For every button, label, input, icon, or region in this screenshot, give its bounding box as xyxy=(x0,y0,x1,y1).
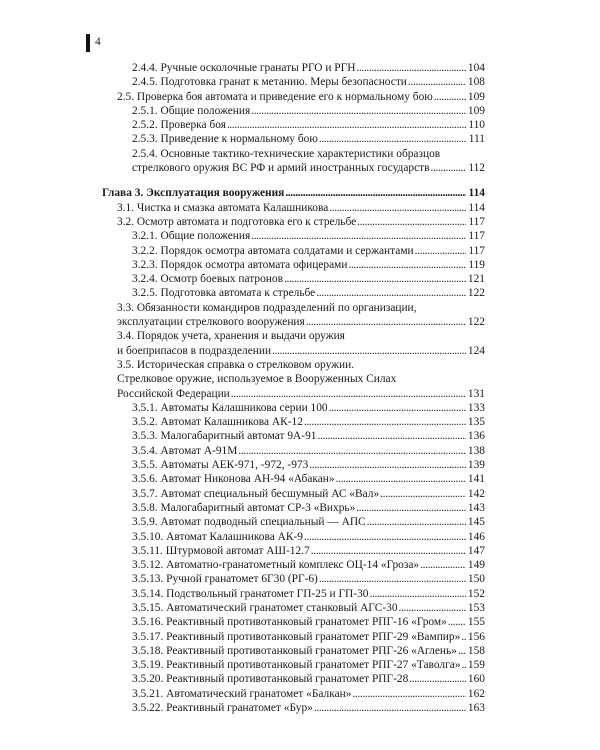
toc-entry-page: 114 xyxy=(468,201,485,214)
toc-entry-title: 3.5.8. Малогабаритный автомат СР-3 «Вихрь» xyxy=(132,501,356,514)
toc-entry-page: 139 xyxy=(467,459,485,472)
toc-entry-title: 3.1. Чистка и смазка автомата Калашникова xyxy=(117,201,329,214)
dot-leader xyxy=(306,315,466,329)
toc-entry-page: 117 xyxy=(468,244,485,257)
dot-leader xyxy=(461,630,466,644)
toc-entry[interactable] xyxy=(102,615,485,629)
toc-entry[interactable] xyxy=(102,329,485,358)
dot-leader xyxy=(304,530,466,544)
toc-entry[interactable] xyxy=(102,429,485,443)
dot-leader xyxy=(415,244,466,258)
toc-entry[interactable] xyxy=(102,601,485,615)
toc-entry-title: 3.2.4. Осмотр боевых патронов xyxy=(132,273,283,286)
toc-entry[interactable] xyxy=(102,501,485,515)
toc-entry-title: 2.4.5. Подготовка гранат к метанию. Меры безопасности xyxy=(132,76,407,89)
dot-leader xyxy=(409,672,466,686)
toc-entry[interactable] xyxy=(102,272,485,286)
toc-entry-title: 3.5.6. Автомат Никонова АН-94 «Абакан» xyxy=(132,473,335,486)
toc-entry-page: 114 xyxy=(468,187,485,200)
toc-entry[interactable] xyxy=(102,672,485,686)
toc-entry-page: 153 xyxy=(467,601,485,614)
toc-entry-page: 143 xyxy=(467,501,485,514)
toc-entry-page: 145 xyxy=(467,516,485,529)
toc-entry-page: 109 xyxy=(467,104,485,117)
toc-entry[interactable] xyxy=(102,572,485,586)
dot-leader xyxy=(319,132,466,146)
toc-entry-page: 146 xyxy=(467,530,485,543)
toc-entry-page: 131 xyxy=(467,387,485,400)
toc-entry-title: 3.2.5. Подготовка автомата к стрельбе xyxy=(132,287,316,300)
dot-leader xyxy=(316,286,466,300)
toc-entry[interactable] xyxy=(102,61,485,75)
toc-entry[interactable] xyxy=(102,90,485,104)
toc-entry-title: 3.5.9. Автомат подводный специальный — АПС xyxy=(132,516,366,529)
toc-entry-title: 2.5.3. Приведение к нормальному бою xyxy=(132,133,318,146)
toc-entry[interactable] xyxy=(102,630,485,644)
toc-entry[interactable] xyxy=(102,487,485,501)
toc-entry-page: 122 xyxy=(467,287,485,300)
toc-entry-page: 135 xyxy=(467,416,485,429)
toc-entry[interactable] xyxy=(102,301,485,330)
dot-leader xyxy=(231,387,466,401)
dot-leader xyxy=(348,258,466,272)
toc-entry[interactable] xyxy=(102,558,485,572)
toc-entry-title: 3.5.4. Автомат А-91М xyxy=(132,444,238,457)
toc-entry-page: 133 xyxy=(467,401,485,414)
toc-entry[interactable] xyxy=(102,587,485,601)
toc-entry-title: 3.5.15. Автоматический гранатомет станковый АГС-30 xyxy=(132,601,398,614)
toc-entry-page: 158 xyxy=(467,644,485,657)
toc-entry[interactable] xyxy=(102,658,485,672)
toc-entry-title: 3.5.17. Реактивный противотанковый гранатомет РПГ-29 «Вампир» xyxy=(132,630,461,643)
toc-entry-title: Российской Федерации xyxy=(117,387,230,400)
toc-entry-title: 3.5.18. Реактивный противотанковый гранатомет РПГ-26 «Аглень» xyxy=(132,644,457,657)
toc-entry-page: 141 xyxy=(467,473,485,486)
toc-entry-title: 3.5.16. Реактивный противотанковый гранатомет РПГ-16 «Гром» xyxy=(132,616,447,629)
header-bar xyxy=(86,34,90,52)
dot-leader xyxy=(309,458,466,472)
dot-leader xyxy=(304,415,466,429)
toc-entry-page: 163 xyxy=(467,702,485,715)
toc-entry-title: 3.5.13. Ручной гранатомет 6Г30 (РГ-6) xyxy=(132,573,318,586)
dot-leader xyxy=(458,644,466,658)
dot-leader xyxy=(408,75,466,89)
dot-leader xyxy=(448,615,466,629)
toc-entry[interactable] xyxy=(102,544,485,558)
toc-entry-title-line: 2.5.4. Основные тактико-технические характеристики образцов xyxy=(132,147,441,160)
toc-entry[interactable] xyxy=(102,286,485,300)
dot-leader xyxy=(251,229,466,243)
toc-entry-page: 156 xyxy=(467,630,485,643)
toc-entry-title: 3.2.3. Порядок осмотра автомата офицерами xyxy=(132,258,348,271)
toc-entry-title: 3.5.3. Малогабаритный автомат 9А-91 xyxy=(132,430,317,443)
toc-entry[interactable] xyxy=(102,415,485,429)
toc-entry-title: 3.2.1. Общие положения xyxy=(132,230,251,243)
dot-leader xyxy=(317,429,466,443)
toc-entry-page: 112 xyxy=(468,162,485,175)
dot-leader xyxy=(251,104,466,118)
toc-entry-title: 2.5.1. Общие положения xyxy=(132,104,251,117)
toc-entry[interactable] xyxy=(102,118,485,132)
toc-entry[interactable] xyxy=(102,644,485,658)
toc-entry-title: стрелкового оружия ВС РФ и армий иностранных государств xyxy=(132,162,430,175)
toc-entry-page: 150 xyxy=(467,573,485,586)
toc-entry-page: 138 xyxy=(467,444,485,457)
toc-entry-page: 136 xyxy=(467,430,485,443)
toc-entry[interactable] xyxy=(102,515,485,529)
toc-entry-page: 152 xyxy=(467,587,485,600)
toc-entry-title-line: Стрелковое оружие, используемое в Вооруженных Силах xyxy=(117,373,397,386)
toc-entry[interactable] xyxy=(102,229,485,243)
toc-entry-title: 3.5.21. Автоматический гранатомет «Балкан» xyxy=(132,687,352,700)
toc-entry-title: 3.5.10. Автомат Калашникова АК-9 xyxy=(132,530,303,543)
toc-entry[interactable] xyxy=(102,458,485,472)
toc-entry-page: 109 xyxy=(467,90,485,103)
toc-entry-page: 111 xyxy=(468,133,485,146)
dot-leader xyxy=(431,161,466,175)
toc-entry-title: 3.5.2. Автомат Калашникова АК-12 xyxy=(132,416,303,429)
dot-leader xyxy=(319,572,466,586)
toc-entry-page: 119 xyxy=(468,258,485,271)
toc-entry[interactable] xyxy=(102,687,485,701)
toc-entry-title: эксплуатации стрелкового вооружения xyxy=(117,316,305,329)
toc-entry-title: 3.2. Осмотр автомата и подготовка его к стрельбе xyxy=(117,215,357,228)
dot-leader xyxy=(329,201,466,215)
toc-entry-page: 142 xyxy=(467,487,485,500)
toc-entry-page: 121 xyxy=(467,273,485,286)
toc-entry-title: 3.5.11. Штурмовой автомат АШ-12.7 xyxy=(132,544,310,557)
toc-entry[interactable] xyxy=(102,258,485,272)
dot-leader xyxy=(314,701,466,715)
dot-leader xyxy=(380,487,466,501)
dot-leader xyxy=(434,90,466,104)
toc-entry-page: 124 xyxy=(467,344,485,357)
toc-entry-page: 149 xyxy=(467,559,485,572)
dot-leader xyxy=(420,558,466,572)
toc-entry-title: 3.5.20. Реактивный противотанковый гранатомет РПГ-28 xyxy=(132,673,409,686)
toc-entry-title: Глава 3. Эксплуатация вооружения xyxy=(102,187,285,200)
page-number: 4 xyxy=(95,36,101,48)
toc-entry-page: 110 xyxy=(468,119,485,132)
toc-entry[interactable] xyxy=(102,186,485,200)
dot-leader xyxy=(336,472,466,486)
toc-entry[interactable] xyxy=(102,215,485,229)
toc-entry[interactable] xyxy=(102,701,485,715)
toc-entry[interactable] xyxy=(102,472,485,486)
dot-leader xyxy=(272,344,466,358)
dot-leader xyxy=(357,215,466,229)
toc-entry-page: 159 xyxy=(467,659,485,672)
toc-entry[interactable] xyxy=(102,104,485,118)
table-of-contents xyxy=(102,61,485,715)
toc-entry-page: 117 xyxy=(468,230,485,243)
toc-entry-page: 104 xyxy=(467,62,485,74)
toc-entry[interactable] xyxy=(102,147,485,176)
toc-entry[interactable] xyxy=(102,358,485,401)
toc-entry-title: 3.5.7. Автомат специальный бесшумный АС «Вал» xyxy=(132,487,380,500)
toc-entry-title: 3.5.12. Автоматно-гранатометный комплекс ОЦ-14 «Гроза» xyxy=(132,559,420,572)
toc-entry-title: 3.5.5. Автоматы АЕК-971, -972, -973 xyxy=(132,459,309,472)
dot-leader xyxy=(311,544,466,558)
toc-entry-page: 155 xyxy=(467,616,485,629)
dot-leader xyxy=(369,587,466,601)
toc-entry[interactable] xyxy=(102,132,485,146)
toc-entry[interactable] xyxy=(102,75,485,89)
toc-entry[interactable] xyxy=(102,530,485,544)
dot-leader xyxy=(356,61,466,75)
toc-entry-title: 2.5. Проверка боя автомата и приведение его к нормальному бою xyxy=(117,90,433,103)
toc-entry-title: 3.2.2. Порядок осмотра автомата солдатами и сержантами xyxy=(132,244,414,257)
dot-leader xyxy=(285,186,466,200)
toc-entry-title-line: 3.3. Обязанности командиров подразделений по организации, xyxy=(117,301,417,314)
dot-leader xyxy=(367,515,466,529)
toc-entry-title: и боеприпасов в подразделении xyxy=(117,344,272,357)
toc-entry-title-line: 3.4. Порядок учета, хранения и выдачи оружия xyxy=(117,330,345,343)
dot-leader xyxy=(352,687,466,701)
toc-entry-title: 2.4.4. Ручные осколочные гранаты РГО и РГН xyxy=(132,62,356,74)
toc-entry-page: 160 xyxy=(467,673,485,686)
toc-entry-page: 147 xyxy=(467,544,485,557)
dot-leader xyxy=(462,658,466,672)
dot-leader xyxy=(227,118,466,132)
toc-entry-title: 3.5.19. Реактивный противотанковый гранатомет РПГ-27 «Таволга» xyxy=(132,659,461,672)
toc-entry[interactable] xyxy=(102,401,485,415)
toc-entry-page: 162 xyxy=(467,687,485,700)
toc-entry-title: 3.5.22. Реактивный гранатомет «Бур» xyxy=(132,702,313,715)
toc-entry-title: 3.5.14. Подствольный гранатомет ГП-25 и ГП-30 xyxy=(132,587,369,600)
toc-entry[interactable] xyxy=(102,201,485,215)
toc-entry-page: 108 xyxy=(467,76,485,89)
dot-leader xyxy=(356,501,466,515)
toc-entry-title: 3.5.1. Автоматы Калашникова серии 100 xyxy=(132,401,328,414)
dot-leader xyxy=(329,401,466,415)
toc-entry-page: 122 xyxy=(467,316,485,329)
dot-leader xyxy=(284,272,466,286)
toc-entry[interactable] xyxy=(102,244,485,258)
toc-entry-title-line: 3.5. Историческая справка о стрелковом оружии. xyxy=(117,358,355,371)
dot-leader xyxy=(399,601,466,615)
toc-entry-page: 117 xyxy=(468,215,485,228)
toc-entry-title: 2.5.2. Проверка боя xyxy=(132,119,226,132)
toc-entry[interactable] xyxy=(102,444,485,458)
dot-leader xyxy=(238,444,466,458)
